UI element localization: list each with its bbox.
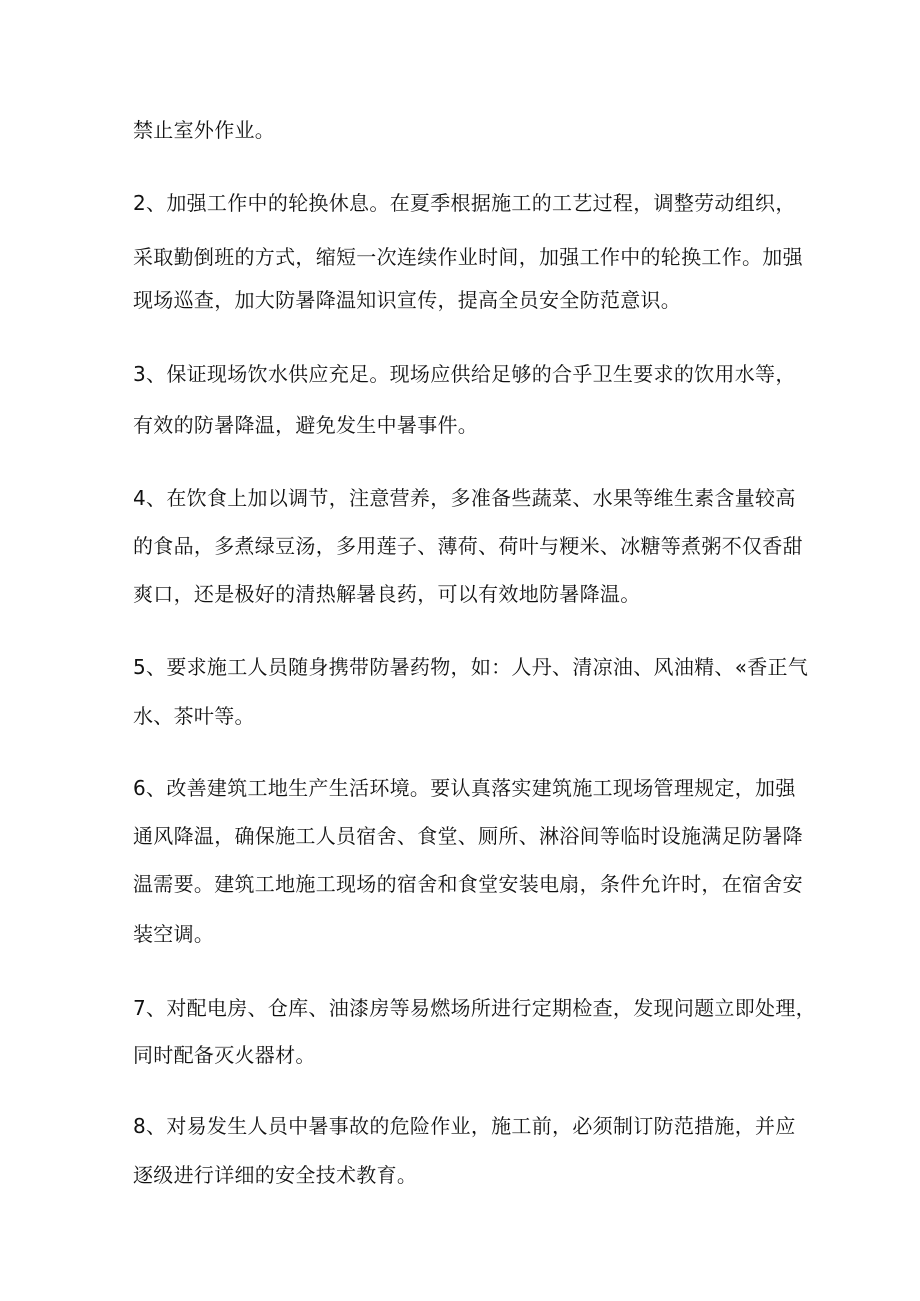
text-line: 现场巡查，加大防暑降温知识宣传，提高全员安全防范意识。 — [133, 288, 682, 312]
text-line: 6、改善建筑工地生产生活环境。要认真落实建筑施工现场管理规定，加强 — [133, 776, 796, 800]
text-line: 4、在饮食上加以调节，注意营养，多准备些蔬菜、水果等维生素含量较高 — [133, 486, 796, 510]
text-line: 采取勤倒班的方式，缩短一次连续作业时间，加强工作中的轮换工作。加强 — [133, 245, 803, 269]
text-line: 5、要求施工人员随身携带防暑药物，如：人丹、清凉油、风油精、«香正气 — [133, 655, 809, 679]
text-line: 7、对配电房、仓库、油漆房等易燃场所进行定期检查，发现问题立即处理， — [133, 996, 816, 1020]
text-line: 爽口，还是极好的清热解暑良药，可以有效地防暑降温。 — [133, 582, 641, 606]
text-line: 水、茶叶等。 — [133, 704, 255, 728]
text-line: 禁止室外作业。 — [133, 118, 276, 142]
text-line: 逐级进行详细的安全技术教育。 — [133, 1163, 418, 1187]
text-line: 2、加强工作中的轮换休息。在夏季根据施工的工艺过程，调整劳动组织， — [133, 191, 796, 215]
text-line: 的食品，多煮绿豆汤，多用莲子、薄荷、荷叶与粳米、冰糖等煮粥不仅香甜 — [133, 534, 803, 558]
text-line: 3、保证现场饮水供应充足。现场应供给足够的合乎卫生要求的饮用水等， — [133, 362, 796, 386]
text-line: 有效的防暑降温，避免发生中暑事件。 — [133, 413, 479, 437]
text-line: 温需要。建筑工地施工现场的宿舍和食堂安装电扇，条件允许时，在宿舍安 — [133, 872, 803, 896]
text-line: 装空调。 — [133, 922, 215, 946]
text-line: 通风降温，确保施工人员宿舍、食堂、厕所、淋浴间等临时设施满足防暑降 — [133, 824, 803, 848]
text-line: 8、对易发生人员中暑事故的危险作业，施工前，必须制订防范措施，并应 — [133, 1114, 796, 1138]
text-line: 同时配备灭火器材。 — [133, 1043, 316, 1067]
